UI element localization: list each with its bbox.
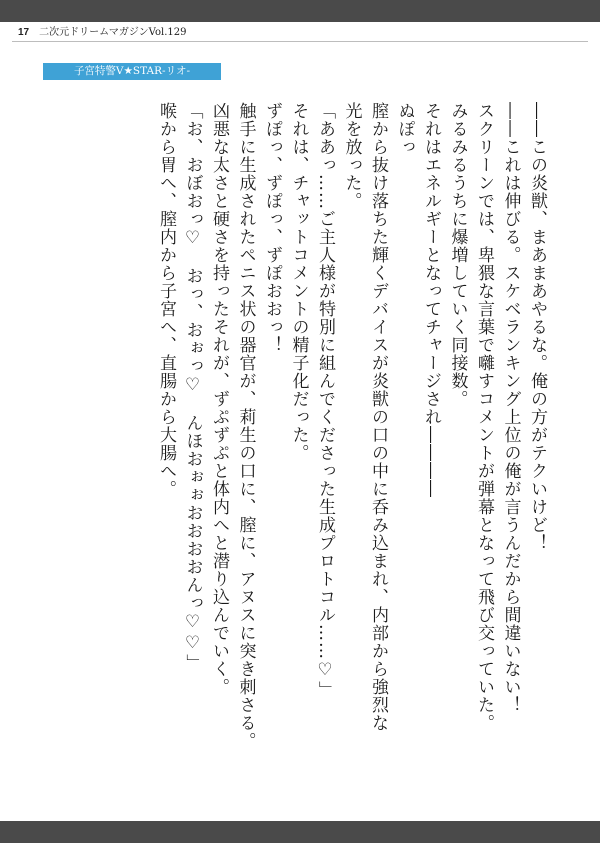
text-line: 触手に生成されたペニス状の器官が、莉生の口に、膣に、アヌスに突き刺さる。 — [235, 102, 256, 750]
text-line: ――これは伸びる。スケベランキング上位の俺が言うんだから間違いない！ — [500, 102, 521, 714]
header-divider — [12, 41, 588, 42]
bottom-bar — [0, 821, 600, 843]
vertical-text-body — [70, 102, 550, 814]
text-line: それは、チャットコメントの精子化だった。 — [288, 102, 309, 462]
text-line: 光を放った。 — [341, 102, 362, 210]
text-line: ぬぽっ — [394, 102, 415, 156]
page-number: 17 — [18, 27, 30, 38]
text-line: それはエネルギーとなってチャージされ―――― — [421, 102, 441, 498]
top-bar — [0, 0, 600, 22]
text-line: ――この炎獣、まあまあやるな。俺の方がテクいけど！ — [527, 102, 547, 552]
chapter-title-banner: 子宮特警V★STAR-リオ- — [43, 63, 221, 80]
text-line: 喉から胃へ、膣内から子宮へ、直腸から大腸へ。 — [156, 102, 176, 498]
text-line: スクリーンでは、卑猥な言葉で囃すコメントが弾幕となって飛び交っていた。 — [474, 102, 494, 732]
text-line: 「ああっ……ご主人様が特別に組んでくださった生成プロトコル……♡」 — [315, 102, 335, 699]
page-header — [18, 26, 186, 40]
text-line: 凶悪な太さと硬さを持ったそれが、ずぷずぷと体内へと潜り込んでいく。 — [209, 102, 229, 696]
text-line: 「お、おぼおっ♡ おっ、おぉっ♡ んほおぉぉおおおおんっ♡♡」 — [182, 102, 203, 672]
text-line: 膣から抜け落ちた輝くデバイスが炎獣の口の中に呑み込まれ、内部から強烈な — [368, 102, 388, 732]
text-line: ずぽっ、ずぽっ、ずぽおおっ！ — [262, 102, 282, 354]
magazine-title: 二次元ドリームマガジンVol.129 — [39, 27, 187, 38]
text-line: みるみるうちに爆増していく同接数。 — [447, 102, 468, 408]
